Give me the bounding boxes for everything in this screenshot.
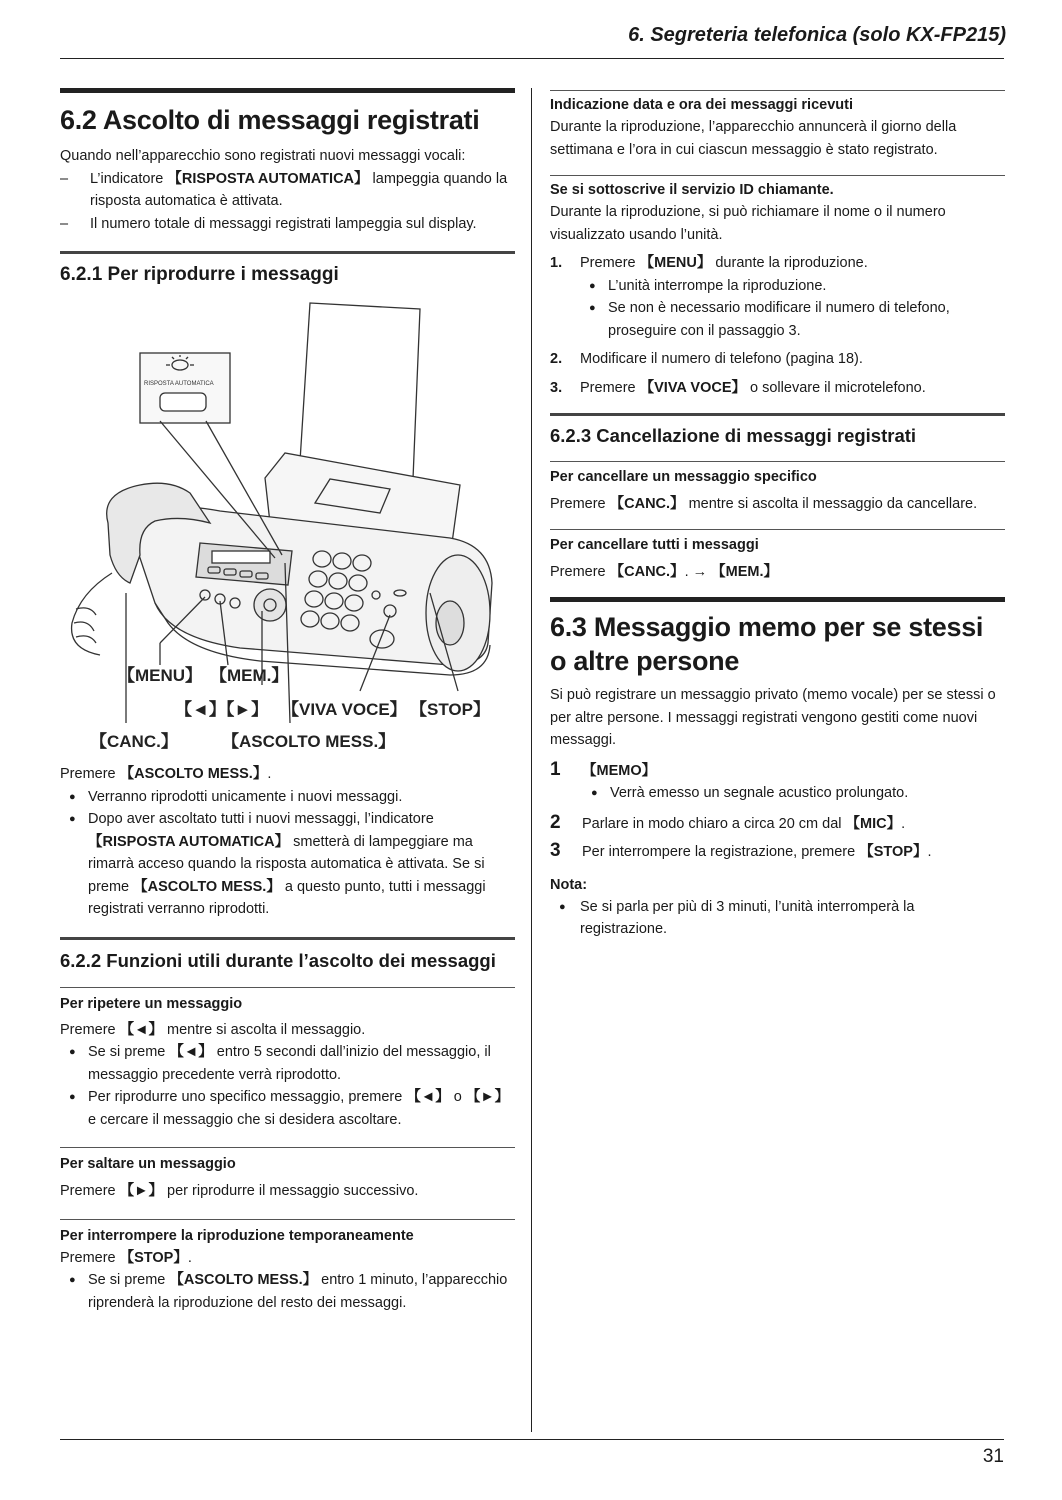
section-6-3-title: 6.3 Messaggio memo per se stessi o altre persone <box>550 612 984 676</box>
callerid-text: Durante la riproduzione, si può richiamare il nome o il numero visualizzato usando l’unità. <box>550 204 946 243</box>
list-item: ● Se non è necessario modificare il numero di telefono, proseguire con il passaggio 3. <box>580 297 1005 342</box>
delete-all-instruction: Premere 【CANC.】. → 【MEM.】 <box>550 563 779 580</box>
key-label: 【MEMO】 <box>582 762 657 779</box>
step-item: 1. Premere 【MENU】 durante la riproduzione. ● L’unità interrompe la riproduzione. ● Se non è necessario modificare il numero di telefono, proseguire con il passaggio 3. <box>550 252 1005 342</box>
list-item: ● Se si preme 【◄】 entro 5 secondi dall’inizio del messaggio, il messaggio precedente verrà riprodotto. <box>60 1041 515 1086</box>
fax-machine-illustration <box>60 293 515 753</box>
block-rule <box>550 90 1005 91</box>
right-column <box>550 88 1005 941</box>
callerid-title: Se si sottoscrive il servizio ID chiamante. <box>550 182 834 198</box>
block-rule <box>60 1219 515 1220</box>
press-instruction: Premere 【ASCOLTO MESS.】. <box>60 766 272 782</box>
key-label: 【VIVA VOCE】 <box>639 379 746 396</box>
list-item: – Il numero totale di messaggi registrati lampeggia sul display. <box>60 213 515 236</box>
skip-title: Per saltare un messaggio <box>60 1156 236 1172</box>
repeat-instruction: Premere 【◄】 mentre si ascolta il messaggio. <box>60 1021 366 1038</box>
header-rule <box>60 58 1004 59</box>
key-label: 【RISPOSTA AUTOMATICA】 <box>88 833 290 850</box>
key-label: 【►】 <box>119 1183 163 1199</box>
step-item: 3. Premere 【VIVA VOCE】 o sollevare il microtelefono. <box>550 379 926 396</box>
block-rule <box>550 461 1005 462</box>
list-item: ● L’unità interrompe la riproduzione. <box>580 275 1005 298</box>
list-item: ● Dopo aver ascoltato tutti i nuovi messaggi, l’indicatore 【RISPOSTA AUTOMATICA】 smetterà di lampeggiare ma rimarrà acceso quando la risposta automatica è attivata. Se si preme 【ASCOLTO MESS.】 a questo punto, tutti i messaggi registrati verranno riprodotti. <box>60 808 515 921</box>
label-ascolto-mess: 【ASCOLTO MESS.】 <box>222 732 396 751</box>
pause-title: Per interrompere la riproduzione temporaneamente <box>60 1227 414 1244</box>
step-item: 3 Per interrompere la registrazione, premere 【STOP】. <box>550 840 932 861</box>
date-title: Indicazione data e ora dei messaggi ricevuti <box>550 97 853 113</box>
step-item: 2 Parlare in modo chiaro a circa 20 cm dal 【MIC】. <box>550 811 906 833</box>
key-label: 【CANC.】 <box>609 563 685 580</box>
block-rule <box>60 1147 515 1148</box>
left-column <box>60 88 515 1314</box>
key-label: 【STOP】 <box>859 844 928 860</box>
subsection-rule <box>60 937 515 940</box>
section-6-3-intro: Si può registrare un messaggio privato (memo vocale) per se stessi o per altre persone. I messaggi registrati vengono gestiti come nuovi messaggi. <box>550 687 996 748</box>
section-6-2-3-title: 6.2.3 Cancellazione di messaggi registrati <box>550 425 917 446</box>
section-rule <box>550 597 1005 602</box>
key-label: 【►】 <box>465 1089 510 1105</box>
key-label: 【◄】 <box>406 1089 450 1105</box>
key-label: 【RISPOSTA AUTOMATICA】 <box>167 170 369 187</box>
section-6-2-2-title: 6.2.2 Funzioni utili durante l’ascolto dei messaggi <box>60 949 496 971</box>
list-item: – L’indicatore 【RISPOSTA AUTOMATICA】 lampeggia quando la risposta automatica è attivata. <box>60 168 515 213</box>
list-item: ● Se si parla per più di 3 minuti, l’unità interromperà la registrazione. <box>550 896 1005 941</box>
list-item: ● Verrà emesso un segnale acustico prolungato. <box>582 782 1005 805</box>
list-item: ● Verranno riprodotti unicamente i nuovi messaggi. <box>60 786 515 809</box>
section-6-2-title: 6.2 Ascolto di messaggi registrati <box>60 105 480 135</box>
section-rule <box>60 88 515 93</box>
section-6-2-intro: Quando nell’apparecchio sono registrati nuovi messaggi vocali: <box>60 148 466 164</box>
key-label: 【CANC.】 <box>609 496 685 512</box>
step-item: 2. Modificare il numero di telefono (pagina 18). <box>550 351 863 367</box>
skip-instruction: Premere 【►】 per riprodurre il messaggio successivo. <box>60 1183 419 1199</box>
list-item: ● Per riprodurre uno specifico messaggio, premere 【◄】 o 【►】 e cercare il messaggio che si desidera ascoltare. <box>60 1086 515 1131</box>
subsection-rule <box>550 413 1005 416</box>
label-canc: 【CANC.】 <box>90 732 178 751</box>
key-label: 【◄】 <box>169 1044 213 1060</box>
repeat-title: Per ripetere un messaggio <box>60 995 243 1012</box>
panel-label: RISPOSTA AUTOMATICA <box>144 381 214 387</box>
pause-instruction: Premere 【STOP】. <box>60 1249 192 1266</box>
column-divider <box>531 88 532 1432</box>
label-stop: 【STOP】 <box>410 700 490 719</box>
page-number: 31 <box>982 1446 1004 1467</box>
block-rule <box>550 175 1005 176</box>
section-6-2-1-title: 6.2.1 Per riprodurre i messaggi <box>60 264 339 285</box>
step-item: 1 【MEMO】 ● Verrà emesso un segnale acustico prolungato. <box>550 760 1005 805</box>
list-item: ● Se si preme 【ASCOLTO MESS.】 entro 1 minuto, l’apparecchio riprenderà la riproduzione del resto dei messaggi. <box>60 1269 515 1314</box>
key-label: 【ASCOLTO MESS.】 <box>169 1272 318 1288</box>
key-label: 【ASCOLTO MESS.】 <box>133 878 281 895</box>
delete-specific-instruction: Premere 【CANC.】 mentre si ascolta il messaggio da cancellare. <box>550 496 978 512</box>
delete-all-title: Per cancellare tutti i messaggi <box>550 536 759 553</box>
date-text: Durante la riproduzione, l’apparecchio annuncerà il giorno della settimana e l’ora in cui ciascun messaggio è stato registrato. <box>550 119 957 158</box>
label-mem: 【MEM.】 <box>210 666 289 685</box>
key-label: 【MIC】 <box>845 815 902 832</box>
block-rule <box>550 529 1005 530</box>
key-label: 【STOP】 <box>119 1249 188 1266</box>
label-viva-voce: 【VIVA VOCE】 <box>282 700 407 719</box>
key-label: 【MENU】 <box>639 255 712 271</box>
key-label: 【ASCOLTO MESS.】 <box>119 766 268 782</box>
running-header: 6. Segreteria telefonica (solo KX-FP215) <box>628 24 1006 46</box>
delete-specific-title: Per cancellare un messaggio specifico <box>550 469 817 485</box>
label-arrows: 【◄】【►】 <box>175 700 269 719</box>
label-menu: 【MENU】 <box>118 666 203 685</box>
note-label: Nota: <box>550 876 588 893</box>
block-rule <box>60 987 515 988</box>
footer-rule <box>60 1439 1004 1440</box>
subsection-rule <box>60 251 515 254</box>
key-label: 【◄】 <box>119 1021 163 1038</box>
key-label: 【MEM.】 <box>711 563 779 580</box>
